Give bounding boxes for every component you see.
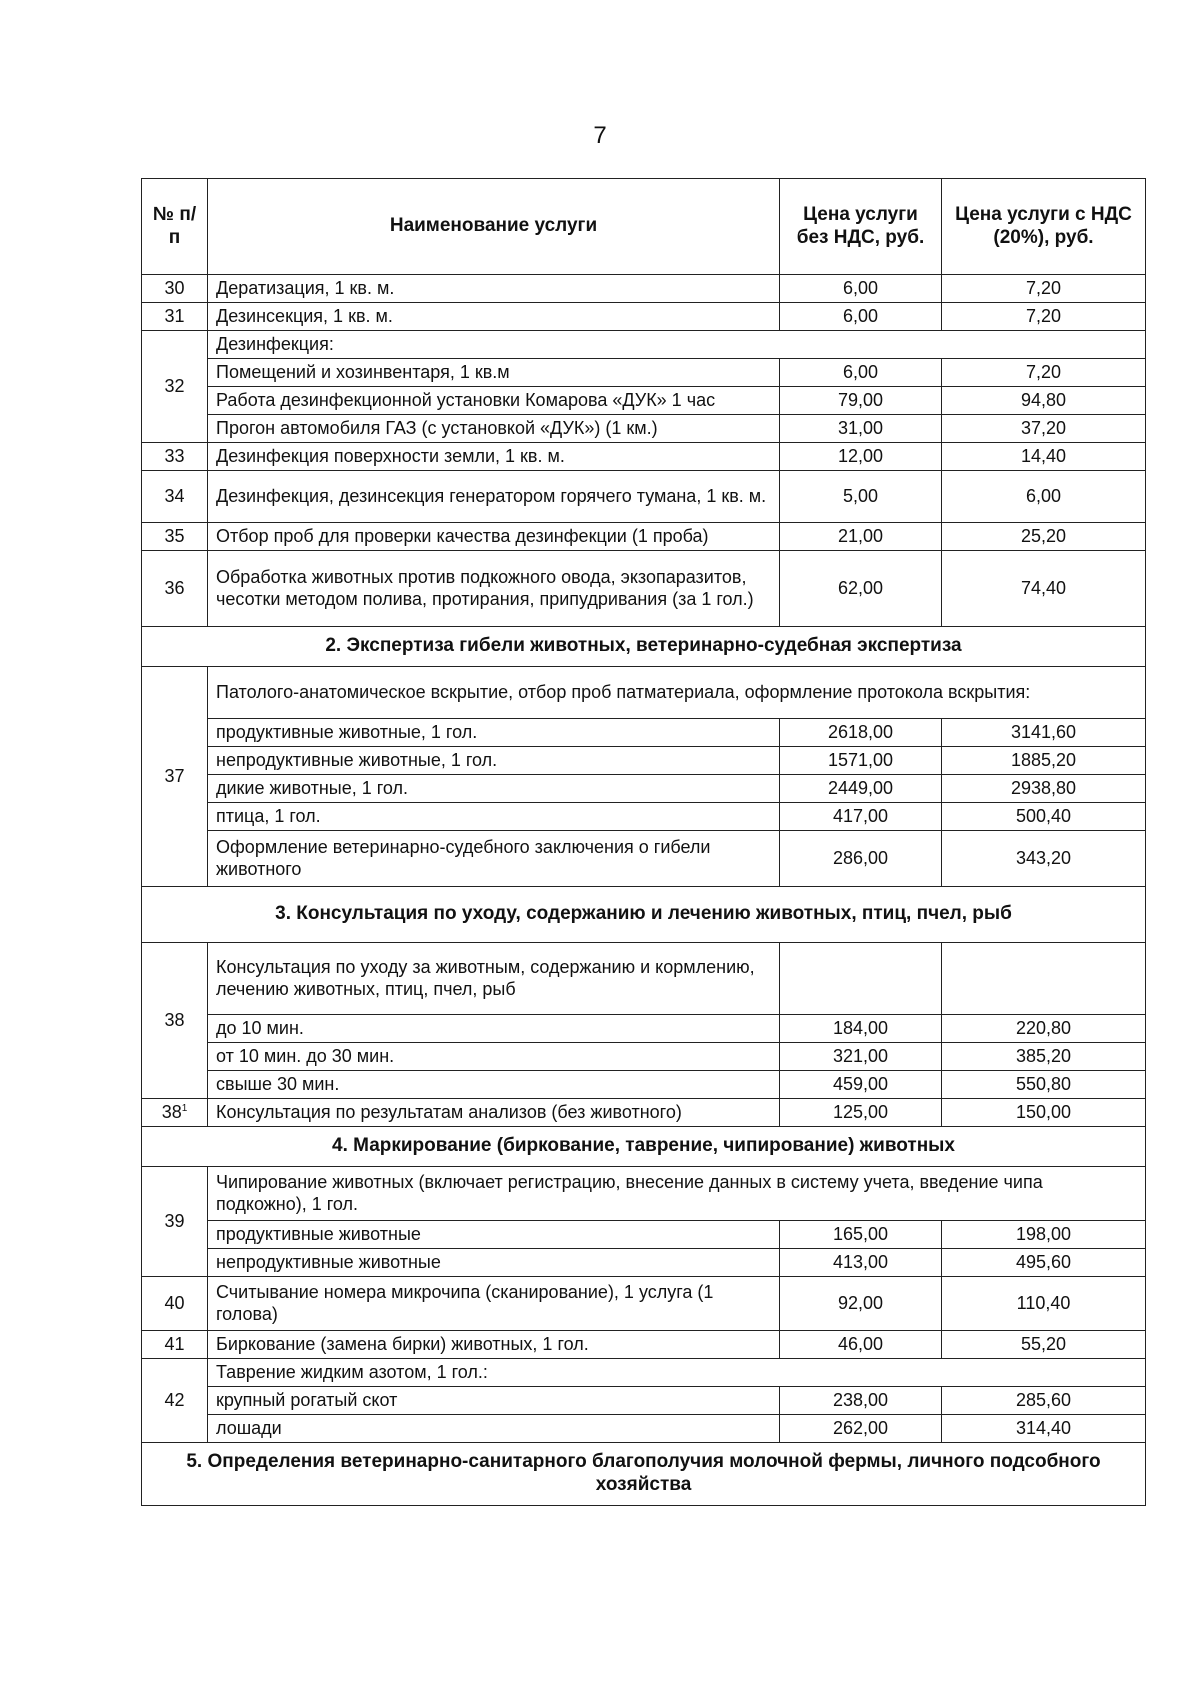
service-group-title: Патолого-анатомическое вскрытие, отбор проб патматериала, оформление протокола вскрытия: xyxy=(208,667,1146,719)
table-row xyxy=(142,359,1146,387)
service-name: птица, 1 гол. xyxy=(208,803,780,831)
row-number-superscript: 1 xyxy=(181,1102,188,1114)
service-name: непродуктивные животные, 1 гол. xyxy=(208,747,780,775)
service-name: Биркование (замена бирки) животных, 1 гол. xyxy=(208,1331,780,1359)
service-name: Консультация по результатам анализов (без животного) xyxy=(208,1099,780,1127)
service-name: Дезинфекция, дезинсекция генератором горячего тумана, 1 кв. м. xyxy=(208,471,780,523)
table-row xyxy=(142,803,1146,831)
row-number: 34 xyxy=(142,471,208,523)
price-no-vat: 6,00 xyxy=(780,359,942,387)
price-no-vat: 286,00 xyxy=(780,831,942,887)
price-vat: 6,00 xyxy=(942,471,1146,523)
table-row xyxy=(142,387,1146,415)
price-vat: 94,80 xyxy=(942,387,1146,415)
table-row xyxy=(142,1249,1146,1277)
service-name: дикие животные, 1 гол. xyxy=(208,775,780,803)
price-no-vat: 92,00 xyxy=(780,1277,942,1331)
service-group-title: Консультация по уходу за животным, содержанию и кормлению, лечению животных, птиц, пчел, рыб xyxy=(208,943,780,1015)
row-number: 38 xyxy=(142,943,208,1099)
service-group-title: Чипирование животных (включает регистрацию, внесение данных в систему учета, введение чипа подкожно), 1 гол. xyxy=(208,1167,1146,1221)
service-name: Обработка животных против подкожного овода, экзопаразитов, чесотки методом полива, протирания, припудривания (за 1 гол.) xyxy=(208,551,780,627)
price-table xyxy=(141,178,1146,1506)
price-no-vat: 2449,00 xyxy=(780,775,942,803)
price-vat: 7,20 xyxy=(942,359,1146,387)
price-vat: 55,20 xyxy=(942,1331,1146,1359)
table-row xyxy=(142,1167,1146,1221)
price-vat: 495,60 xyxy=(942,1249,1146,1277)
table-row xyxy=(142,331,1146,359)
table-row xyxy=(142,719,1146,747)
table-row xyxy=(142,1387,1146,1415)
price-no-vat: 79,00 xyxy=(780,387,942,415)
service-name: продуктивные животные xyxy=(208,1221,780,1249)
price-no-vat: 459,00 xyxy=(780,1071,942,1099)
service-name: Помещений и хозинвентаря, 1 кв.м xyxy=(208,359,780,387)
page-number: 7 xyxy=(593,122,607,149)
service-group-title: Дезинфекция: xyxy=(208,331,1146,359)
row-number: 42 xyxy=(142,1359,208,1443)
service-name: от 10 мин. до 30 мин. xyxy=(208,1043,780,1071)
header-num: № п/п xyxy=(142,179,208,275)
price-vat: 343,20 xyxy=(942,831,1146,887)
section-title: 3. Консультация по уходу, содержанию и лечению животных, птиц, пчел, рыб xyxy=(142,887,1146,943)
row-number-main: 38 xyxy=(161,1101,182,1122)
section-title: 5. Определения ветеринарно-санитарного благополучия молочной фермы, личного подсобного хозяйства xyxy=(142,1443,1146,1506)
section-row xyxy=(142,1443,1146,1506)
service-name: Дезинфекция поверхности земли, 1 кв. м. xyxy=(208,443,780,471)
table-row xyxy=(142,775,1146,803)
row-number: 40 xyxy=(142,1277,208,1331)
empty-cell xyxy=(942,943,1146,1015)
price-vat: 14,40 xyxy=(942,443,1146,471)
row-number: 32 xyxy=(142,331,208,443)
table-row xyxy=(142,1015,1146,1043)
service-name: Оформление ветеринарно-судебного заключения о гибели животного xyxy=(208,831,780,887)
price-vat: 7,20 xyxy=(942,303,1146,331)
table-row xyxy=(142,443,1146,471)
header-name: Наименование услуги xyxy=(208,179,780,275)
table-header-row xyxy=(142,179,1146,275)
empty-cell xyxy=(780,943,942,1015)
price-no-vat: 6,00 xyxy=(780,275,942,303)
header-price-vat: Цена услуги с НДС (20%), руб. xyxy=(942,179,1146,275)
price-vat: 220,80 xyxy=(942,1015,1146,1043)
table-row xyxy=(142,1071,1146,1099)
service-name: лошади xyxy=(208,1415,780,1443)
table-row xyxy=(142,943,1146,1015)
table-row xyxy=(142,1043,1146,1071)
table-row xyxy=(142,1277,1146,1331)
service-name: Считывание номера микрочипа (сканирование), 1 услуга (1 голова) xyxy=(208,1277,780,1331)
table-row xyxy=(142,1359,1146,1387)
service-name: крупный рогатый скот xyxy=(208,1387,780,1415)
price-vat: 500,40 xyxy=(942,803,1146,831)
row-number: 36 xyxy=(142,551,208,627)
price-vat: 3141,60 xyxy=(942,719,1146,747)
price-no-vat: 125,00 xyxy=(780,1099,942,1127)
price-no-vat: 6,00 xyxy=(780,303,942,331)
table-row xyxy=(142,1331,1146,1359)
service-name: продуктивные животные, 1 гол. xyxy=(208,719,780,747)
header-price-no-vat: Цена услуги без НДС, руб. xyxy=(780,179,942,275)
price-vat: 74,40 xyxy=(942,551,1146,627)
row-number: 31 xyxy=(142,303,208,331)
price-vat: 314,40 xyxy=(942,1415,1146,1443)
table-row xyxy=(142,747,1146,775)
row-number: 37 xyxy=(142,667,208,887)
row-number: 41 xyxy=(142,1331,208,1359)
price-vat: 285,60 xyxy=(942,1387,1146,1415)
table-row xyxy=(142,1415,1146,1443)
table-row xyxy=(142,415,1146,443)
price-no-vat: 184,00 xyxy=(780,1015,942,1043)
price-no-vat: 262,00 xyxy=(780,1415,942,1443)
price-no-vat: 1571,00 xyxy=(780,747,942,775)
table-row xyxy=(142,551,1146,627)
price-no-vat: 417,00 xyxy=(780,803,942,831)
price-no-vat: 46,00 xyxy=(780,1331,942,1359)
service-name: непродуктивные животные xyxy=(208,1249,780,1277)
row-number: 39 xyxy=(142,1167,208,1277)
price-vat: 550,80 xyxy=(942,1071,1146,1099)
price-no-vat: 62,00 xyxy=(780,551,942,627)
price-vat: 150,00 xyxy=(942,1099,1146,1127)
table-row xyxy=(142,667,1146,719)
price-vat: 37,20 xyxy=(942,415,1146,443)
table-row xyxy=(142,523,1146,551)
section-row xyxy=(142,887,1146,943)
price-vat: 1885,20 xyxy=(942,747,1146,775)
section-title: 2. Экспертиза гибели животных, ветеринарно-судебная экспертиза xyxy=(142,627,1146,667)
service-name: до 10 мин. xyxy=(208,1015,780,1043)
service-name: Прогон автомобиля ГАЗ (с установкой «ДУК») (1 км.) xyxy=(208,415,780,443)
price-vat: 7,20 xyxy=(942,275,1146,303)
price-no-vat: 5,00 xyxy=(780,471,942,523)
price-vat: 2938,80 xyxy=(942,775,1146,803)
price-no-vat: 31,00 xyxy=(780,415,942,443)
table-row xyxy=(142,1099,1146,1127)
section-row xyxy=(142,1127,1146,1167)
price-no-vat: 12,00 xyxy=(780,443,942,471)
price-no-vat: 413,00 xyxy=(780,1249,942,1277)
service-name: Дератизация, 1 кв. м. xyxy=(208,275,780,303)
section-row xyxy=(142,627,1146,667)
row-number: 30 xyxy=(142,275,208,303)
price-no-vat: 238,00 xyxy=(780,1387,942,1415)
service-name: Отбор проб для проверки качества дезинфекции (1 проба) xyxy=(208,523,780,551)
table-row xyxy=(142,1221,1146,1249)
row-number: 33 xyxy=(142,443,208,471)
row-number xyxy=(142,1099,208,1127)
table-row xyxy=(142,471,1146,523)
table-row xyxy=(142,303,1146,331)
price-no-vat: 21,00 xyxy=(780,523,942,551)
section-title: 4. Маркирование (биркование, таврение, чипирование) животных xyxy=(142,1127,1146,1167)
service-name: свыше 30 мин. xyxy=(208,1071,780,1099)
price-vat: 385,20 xyxy=(942,1043,1146,1071)
row-number: 35 xyxy=(142,523,208,551)
price-no-vat: 2618,00 xyxy=(780,719,942,747)
price-vat: 110,40 xyxy=(942,1277,1146,1331)
table-row xyxy=(142,275,1146,303)
service-name: Работа дезинфекционной установки Комарова «ДУК» 1 час xyxy=(208,387,780,415)
price-no-vat: 165,00 xyxy=(780,1221,942,1249)
service-name: Дезинсекция, 1 кв. м. xyxy=(208,303,780,331)
price-no-vat: 321,00 xyxy=(780,1043,942,1071)
service-group-title: Таврение жидким азотом, 1 гол.: xyxy=(208,1359,1146,1387)
table-row xyxy=(142,831,1146,887)
price-vat: 198,00 xyxy=(942,1221,1146,1249)
price-vat: 25,20 xyxy=(942,523,1146,551)
